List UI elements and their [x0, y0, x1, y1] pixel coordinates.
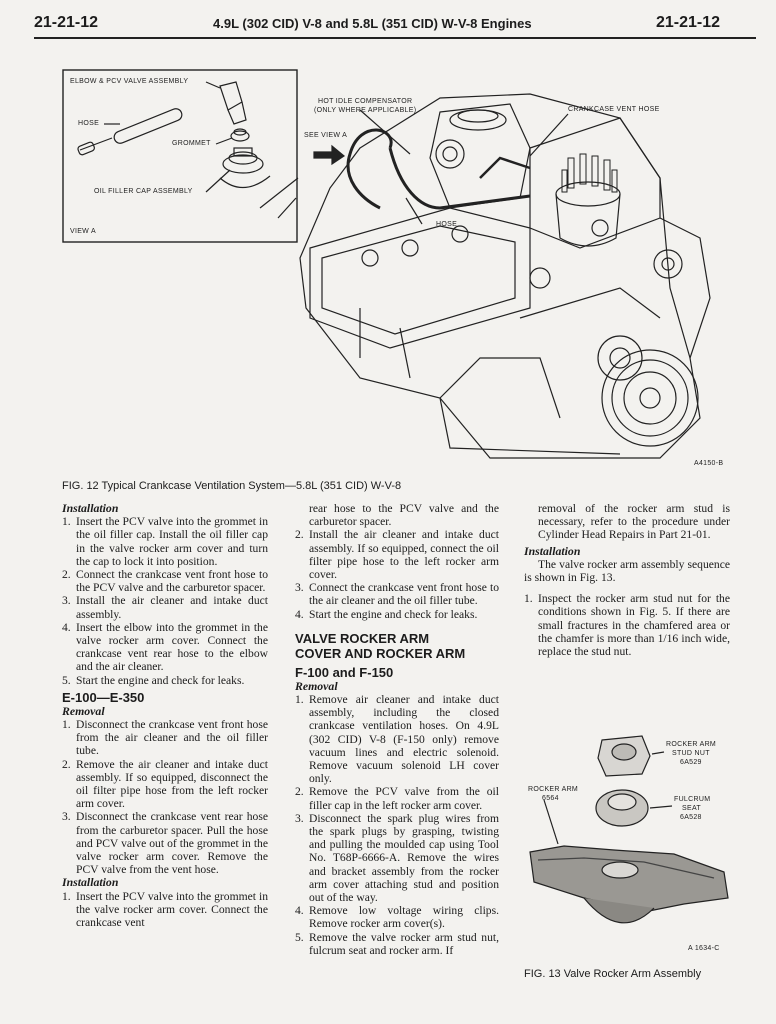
list-item: 3. Install the air cleaner and intake duct assembly. — [62, 594, 268, 621]
list-item: 4. Start the engine and check for leaks. — [295, 607, 478, 621]
label-oil-filler-cap: OIL FILLER CAP ASSEMBLY — [94, 188, 193, 195]
label-rocker-arm-1: ROCKER ARM — [528, 786, 579, 793]
installation-heading: Installation — [62, 501, 119, 515]
list-item: 5. Start the engine and check for leaks. — [62, 673, 245, 687]
e100-e350-heading: E-100—E-350 — [62, 689, 145, 705]
page-number-left: 21-21-12 — [34, 14, 99, 31]
column-1 — [62, 502, 268, 929]
continued-text: removal of the rocker arm stud is necessary, refer to the procedure under Cylinder Head Repairs in Part 21-01. — [538, 502, 730, 542]
label-stud-nut-1: ROCKER ARM — [666, 741, 717, 748]
fig12-caption: FIG. 12 Typical Crankcase Ventilation System—5.8L (351 CID) W-V-8 — [62, 480, 402, 492]
list-item: 5. Remove the valve rocker arm stud nut, fulcrum seat and rocker arm. If — [295, 930, 499, 957]
list-item: 1. Insert the PCV valve into the grommet in the valve rocker arm cover. Connect the crankcase vent — [62, 889, 268, 930]
list-item: 4. Remove low voltage wiring clips. Remove rocker arm cover(s). — [295, 904, 499, 931]
list-item: 1. Remove air cleaner and intake duct assembly, including the closed crankcase ventilation hoses. On 4.9L (302 CID) V-8 (F-150 only) remove vacuum lines and electric solenoid. Remove vacuum solenoid LH cover only. — [295, 693, 499, 786]
label-fulcrum-2: SEAT — [682, 805, 701, 812]
list-item: 2. Remove the air cleaner and intake duct assembly. If so equipped, disconnect the oil filter pipe hose from the left rocker arm cover. — [62, 757, 268, 811]
installation-heading-2: Installation — [62, 875, 119, 890]
list-item: 2. Remove the PCV valve from the oil filler cap in the left rocker arm cover. — [295, 785, 499, 812]
list-item: 1. Insert the PCV valve into the grommet in the oil filler cap. Install the oil filler cap in the valve rocker arm cover and turn the cap to lock it into position. — [62, 515, 268, 568]
list-item: 2. Connect the crankcase vent front hose to the PCV valve and the carburetor spacer. — [62, 568, 268, 595]
figure-code-a4150b: A4150-B — [694, 460, 724, 467]
list-item: 3. Disconnect the spark plug wires from the spark plugs by grasping, twisting and pulling the moulded cap using Tool No. T68P-6666-A. Remove the wires and bracket assembly from the rocker arm cover attaching stud and position out of the way. — [295, 811, 499, 905]
list-item: 1. Disconnect the crankcase vent front hose from the air cleaner and the oil filler tube. — [62, 718, 268, 758]
fig13-illustration — [524, 722, 734, 962]
page-number-right: 21-21-12 — [656, 14, 721, 31]
label-fulcrum-3: 6A528 — [680, 814, 702, 821]
figure-code-a1634c: A 1634-C — [688, 945, 720, 952]
label-crankcase-vent-hose: CRANKCASE VENT HOSE — [568, 106, 660, 113]
section-heading: VALVE ROCKER ARM COVER AND ROCKER ARM — [295, 630, 466, 661]
label-fulcrum-1: FULCRUM — [674, 796, 711, 803]
page-title: 4.9L (302 CID) V-8 and 5.8L (351 CID) W-V-8 Engines — [213, 16, 532, 31]
installation-heading: Installation — [524, 543, 581, 558]
list-item: 3. Connect the crankcase vent front hose to the air cleaner and the oil filler tube. — [295, 581, 499, 608]
label-grommet: GROMMET — [172, 140, 211, 147]
label-see-view-a: SEE VIEW A — [304, 132, 348, 139]
removal-heading: Removal — [295, 678, 338, 693]
list-item: 4. Insert the elbow into the grommet in the valve rocker arm cover. Connect the crankcase vent rear hose to the elbow and the air cleaner. — [62, 620, 268, 674]
sequence-paragraph: The valve rocker arm assembly sequence is shown in Fig. 13. — [524, 557, 730, 585]
label-elbow-pcv: ELBOW & PCV VALVE ASSEMBLY — [70, 78, 189, 85]
rocker-arm-drawing — [524, 722, 734, 962]
fig12-illustration — [60, 58, 724, 478]
label-stud-nut-2: STUD NUT — [672, 750, 710, 757]
column-3 — [524, 502, 730, 658]
subsection-heading: F-100 and F-150 — [295, 664, 394, 680]
continued-text: rear hose to the PCV valve and the carburetor spacer. — [309, 502, 499, 529]
fig13-caption: FIG. 13 Valve Rocker Arm Assembly — [524, 968, 702, 980]
label-rocker-arm-2: 6564 — [542, 795, 559, 802]
label-hose: HOSE — [436, 221, 458, 228]
label-stud-nut-3: 6A529 — [680, 759, 702, 766]
removal-heading: Removal — [62, 703, 105, 718]
list-item: 3. Disconnect the crankcase vent rear hose from the carburetor spacer. Pull the hose and PCV valve out of the grommet in the valve rocker arm cover. Remove the PCV valve from the vent hose. — [62, 810, 268, 877]
engine-drawing — [60, 58, 720, 478]
label-hose-inset: HOSE — [78, 120, 100, 127]
label-hot-idle-2: (ONLY WHERE APPLICABLE) — [314, 107, 417, 114]
label-hot-idle-1: HOT IDLE COMPENSATOR — [318, 98, 413, 105]
header-rule — [34, 37, 756, 39]
list-item: 2. Install the air cleaner and intake duct assembly. If so equipped, connect the oil filter pipe hose to the left rocker arm cover. — [295, 528, 499, 582]
label-view-a: VIEW A — [70, 228, 96, 235]
list-item: 1. Inspect the rocker arm stud nut for the conditions shown in Fig. 5. If there are small fractures in the chamfered area or the chamfer is more than 1/16 inch wide, replace the stud nut. — [524, 592, 730, 659]
column-2 — [295, 502, 499, 957]
